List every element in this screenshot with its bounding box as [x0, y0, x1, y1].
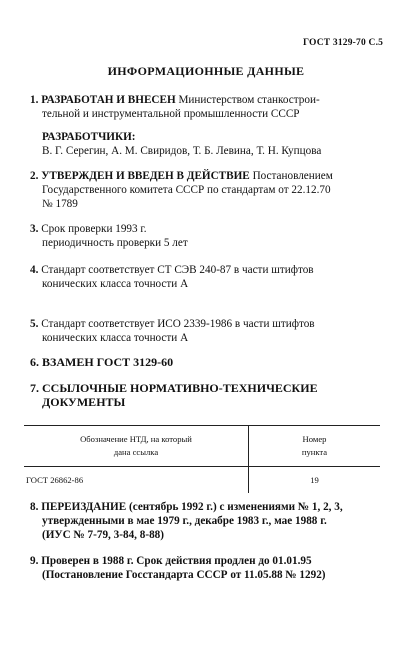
- table-header-document-line-1: Обозначение НТД, на который: [80, 434, 192, 444]
- item-8-lead: ПЕРЕИЗДАНИЕ: [41, 501, 127, 513]
- item-2-rest: Постановлением: [249, 170, 333, 182]
- table-header-item-line-2: пункта: [301, 447, 328, 457]
- item-2-line-3: № 1789: [42, 198, 78, 210]
- table-header-document: [24, 426, 249, 467]
- item-2-lead: УТВЕРЖДЕН И ВВЕДЕН В ДЕЙСТВИЕ: [41, 170, 250, 182]
- item-5-line-1: [30, 317, 315, 331]
- table-header-item-line-1: Номер: [302, 434, 327, 444]
- item-1-line-2: тельной и инструментальной промышленности СССР: [42, 108, 300, 120]
- item-3-line-1: [30, 222, 147, 236]
- item-7-line-2: ДОКУМЕНТЫ: [42, 395, 126, 409]
- page-header: ГОСТ 3129-70 С.5: [303, 38, 384, 48]
- item-6: [30, 355, 173, 369]
- item-8-rest: (сентябрь 1992 г.) с изменениями № 1, 2, 3,: [126, 501, 343, 513]
- table-row: [24, 467, 380, 494]
- item-2-line-2: Государственного комитета СССР по стандартам от 22.12.70: [42, 184, 331, 196]
- table-header-row: [24, 426, 380, 467]
- item-7-line-1: [30, 381, 318, 395]
- table-header-document-line-2: дана ссылка: [113, 447, 159, 457]
- developers-names: В. Г. Серегин, А. М. Свиридов, Т. Б. Левина, Т. Н. Купцова: [42, 145, 322, 157]
- item-8-line-1: [30, 500, 343, 514]
- item-3-text: Срок проверки 1993 г.: [41, 223, 147, 235]
- reference-table: [24, 425, 380, 493]
- table-header-item: [249, 426, 381, 467]
- item-5-text: Стандарт соответствует ИСО 2339-1986 в части штифтов: [41, 318, 315, 330]
- item-5-number: 5.: [30, 318, 39, 330]
- item-1-line-1: [30, 93, 320, 107]
- item-4-text: Стандарт соответствует СТ СЭВ 240-87 в части штифтов: [41, 264, 314, 276]
- item-5-line-2: конических класса точности А: [42, 332, 189, 344]
- item-6-number: 6.: [30, 355, 39, 369]
- page-title: ИНФОРМАЦИОННЫЕ ДАННЫЕ: [107, 64, 305, 78]
- item-2-number: 2.: [30, 170, 39, 182]
- developers-label: РАЗРАБОТЧИКИ:: [42, 131, 136, 143]
- item-2-line-1: [30, 169, 333, 183]
- item-3-line-2: периодичность проверки 5 лет: [42, 237, 188, 249]
- item-3-number: 3.: [30, 223, 39, 235]
- item-8-line-2: утвержденными в мае 1979 г., декабре 1983 г., мае 1988 г.: [42, 515, 327, 527]
- item-1-rest: Министерством станкострои-: [175, 94, 320, 106]
- item-9-line-1: [30, 554, 312, 568]
- item-7-text: ССЫЛОЧНЫЕ НОРМАТИВНО-ТЕХНИЧЕСКИЕ: [42, 381, 318, 395]
- item-1-lead: РАЗРАБОТАН И ВНЕСЕН: [41, 94, 176, 106]
- item-8-line-3: (ИУС № 7-79, 3-84, 8-88): [42, 529, 164, 541]
- item-9-number: 9.: [30, 555, 39, 567]
- item-6-text: ВЗАМЕН ГОСТ 3129-60: [42, 355, 174, 369]
- item-7-number: 7.: [30, 381, 39, 395]
- item-4-line-2: конических класса точности А: [42, 278, 189, 290]
- item-9-text: Проверен в 1988 г. Срок действия продлен до 01.01.95: [41, 555, 312, 567]
- table-cell-document: ГОСТ 26862-86: [26, 475, 84, 485]
- table-cell-item: 19: [249, 467, 381, 494]
- item-1-number: 1.: [30, 94, 39, 106]
- item-4-line-1: [30, 263, 314, 277]
- item-8-number: 8.: [30, 501, 39, 513]
- item-4-number: 4.: [30, 264, 39, 276]
- item-9-line-2: (Постановление Госстандарта СССР от 11.05.88 № 1292): [42, 569, 326, 581]
